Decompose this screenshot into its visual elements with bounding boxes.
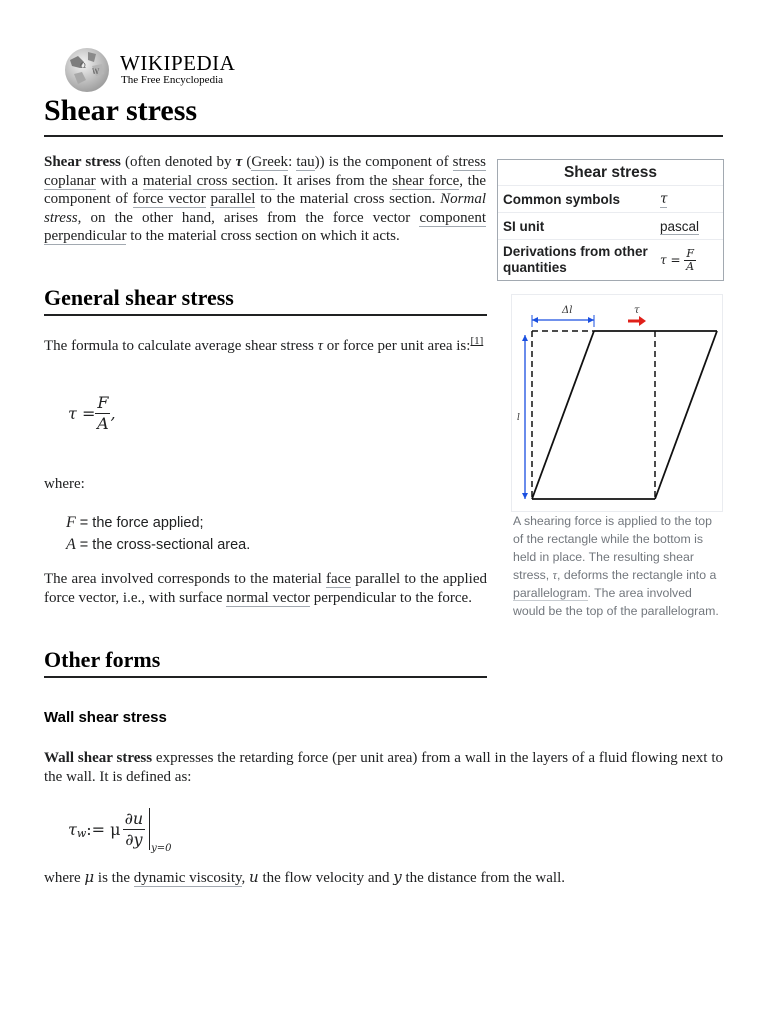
link-coplanar[interactable]: coplanar [44,172,96,189]
wikipedia-globe-icon[interactable] [62,46,112,94]
delta-l-label: Δl [562,305,573,316]
shear-deformation-diagram[interactable] [511,294,723,512]
deformed-parallelogram [532,331,717,499]
link-material-cross-section[interactable]: material cross section [142,172,275,189]
normal-stress-term: Normal stress [44,191,487,226]
reference-1-link[interactable]: [1] [470,335,484,347]
link-component[interactable]: component [419,209,486,226]
svg-text:Ω: Ω [80,62,86,70]
link-greek[interactable]: Greek [251,154,289,170]
tau-label: τ [634,305,640,316]
infobox-pascal-link[interactable]: pascal [660,218,700,234]
delta-l-dimension [532,315,594,327]
height-dimension [522,335,528,499]
wall-shear-formula: τ $_w$ := μ $\frac{\partial u}{\partial y}$ y=0 [68,808,172,854]
svg-text:W: W [92,68,100,76]
intro-term: Shear stress [44,154,121,170]
figure-caption: A shearing force is applied to the top of the rectangle while the bottom is held in place. The resulting shear stress, τ, deforms the rectangle into a parallelogram. The area involved would be the top of the parallelogram. [513,514,719,618]
section-divider [44,314,487,316]
general-intro-paragraph: The formula to calculate average shear stress τ or force per unit area is:[1] [44,335,484,354]
wikipedia-wordmark[interactable]: WIKIPEDIA [120,51,236,75]
section-heading-other-forms: Other forms [44,647,161,672]
section-heading-general: General shear stress [44,285,234,310]
infobox-title: Shear stress [498,160,723,186]
title-divider [44,135,723,137]
average-shear-formula: τ = $\frac{F}{A}$ , [68,393,116,433]
link-parallelogram[interactable]: parallelogram [513,586,588,600]
subsection-heading-wall-shear: Wall shear stress [44,709,167,726]
intro-paragraph: Shear stress (often denoted by τ (Greek: tau)) is the component of stress coplanar with a material cross section. It arises from the shear force, the component of force vector parallel to the material cross section. Normal stress, on the other hand, arises from the force vector component perpendicular to the material cross section on which it acts. [44,154,487,244]
shear-force-arrow-icon [628,316,646,326]
page-title: Shear stress [44,94,198,127]
infobox-row-derivations [498,240,723,280]
wall-shear-where-paragraph: where μ is the dynamic viscosity, u the flow velocity and y the distance from the wall. [44,868,565,886]
link-parallel[interactable]: parallel [210,191,256,207]
infobox [497,159,724,281]
infobox-label: Derivations from other quantities [503,244,648,275]
wall-shear-paragraph: Wall shear stress expresses the retarding force (per unit area) from a wall in the layers of a fluid flowing next to the wall. It is defined as: [44,750,723,785]
link-force-vector[interactable]: force vector [132,191,206,207]
link-dynamic-viscosity[interactable]: dynamic viscosity [133,870,242,886]
link-stress[interactable]: stress [452,154,487,170]
infobox-symbol-link[interactable]: τ [660,191,668,207]
tau-symbol: τ [235,154,243,170]
link-perpendicular[interactable]: perpendicular [44,228,127,244]
infobox-derivation-formula: τ = $\frac{F}{A}$ [660,246,695,273]
link-tau[interactable]: tau [296,154,315,170]
link-shear-force[interactable]: shear force [392,172,460,189]
where-label: where: [44,476,85,492]
link-face[interactable]: face [325,571,351,587]
infobox-label: SI unit [503,218,545,234]
infobox-row-si-unit [498,213,723,240]
section-divider [44,676,487,678]
link-normal-vector[interactable]: normal vector [226,589,310,606]
original-rectangle [532,331,655,499]
infobox-label: Common symbols [503,191,621,207]
wikipedia-tagline: The Free Encyclopedia [121,74,224,86]
definition-force: F = the force applied; [66,514,204,531]
definitions-list [66,512,250,556]
infobox-row-symbols [498,186,723,213]
area-paragraph: The area involved corresponds to the material face parallel to the applied force vector, i.e., with surface normal vector perpendicular to the force. [44,571,487,606]
height-label: l [517,413,520,423]
definition-area: A = the cross-sectional area. [66,536,251,553]
